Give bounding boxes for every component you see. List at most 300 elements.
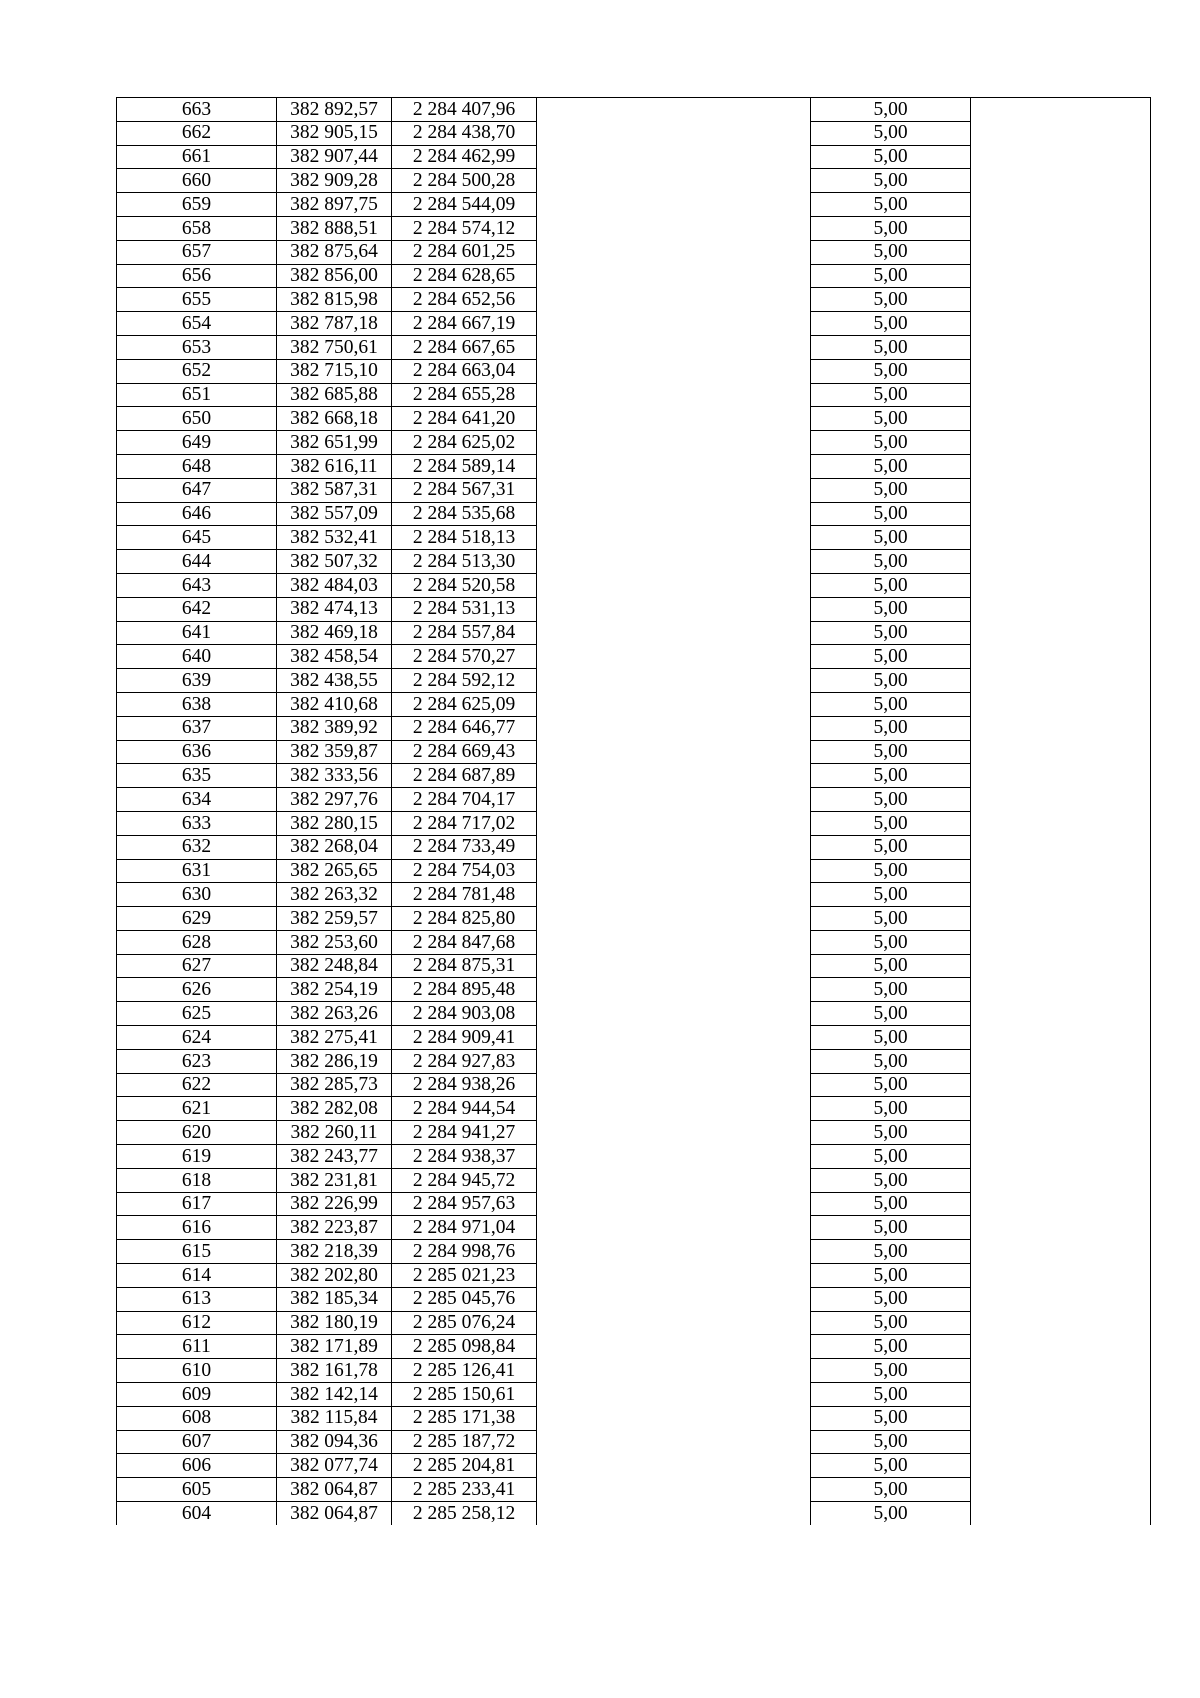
point-number-cell: 614 [117, 1264, 277, 1288]
blank-column-cell [537, 692, 811, 716]
value-cell: 5,00 [811, 193, 971, 217]
value-cell: 5,00 [811, 121, 971, 145]
blank-end-cell [971, 573, 1151, 597]
blank-column-cell [537, 1430, 811, 1454]
table-row [117, 645, 1151, 669]
blank-column-cell [537, 264, 811, 288]
blank-end-cell [971, 1406, 1151, 1430]
y-coordinate-cell: 2 284 438,70 [392, 121, 537, 145]
point-number-cell: 642 [117, 597, 277, 621]
blank-end-cell [971, 454, 1151, 478]
point-number-cell: 639 [117, 669, 277, 693]
value-cell: 5,00 [811, 1240, 971, 1264]
point-number-cell: 613 [117, 1287, 277, 1311]
point-number-cell: 663 [117, 98, 277, 122]
x-coordinate-cell: 382 171,89 [277, 1335, 392, 1359]
table-row [117, 169, 1151, 193]
y-coordinate-cell: 2 285 045,76 [392, 1287, 537, 1311]
y-coordinate-cell: 2 285 171,38 [392, 1406, 537, 1430]
table-row [117, 526, 1151, 550]
blank-column-cell [537, 1168, 811, 1192]
y-coordinate-cell: 2 284 938,37 [392, 1145, 537, 1169]
x-coordinate-cell: 382 484,03 [277, 573, 392, 597]
value-cell: 5,00 [811, 692, 971, 716]
blank-column-cell [537, 835, 811, 859]
point-number-cell: 612 [117, 1311, 277, 1335]
blank-end-cell [971, 1073, 1151, 1097]
blank-column-cell [537, 1049, 811, 1073]
value-cell: 5,00 [811, 145, 971, 169]
blank-column-cell [537, 1311, 811, 1335]
point-number-cell: 658 [117, 216, 277, 240]
table-row [117, 264, 1151, 288]
table-row [117, 597, 1151, 621]
blank-column-cell [537, 407, 811, 431]
value-cell: 5,00 [811, 764, 971, 788]
blank-column-cell [537, 98, 811, 122]
x-coordinate-cell: 382 438,55 [277, 669, 392, 693]
value-cell: 5,00 [811, 98, 971, 122]
value-cell: 5,00 [811, 740, 971, 764]
point-number-cell: 640 [117, 645, 277, 669]
table-row [117, 1311, 1151, 1335]
table-row [117, 764, 1151, 788]
table-row [117, 1026, 1151, 1050]
point-number-cell: 643 [117, 573, 277, 597]
point-number-cell: 660 [117, 169, 277, 193]
y-coordinate-cell: 2 285 021,23 [392, 1264, 537, 1288]
y-coordinate-cell: 2 284 669,43 [392, 740, 537, 764]
blank-end-cell [971, 1240, 1151, 1264]
table-row [117, 1097, 1151, 1121]
table-row [117, 859, 1151, 883]
table-row [117, 431, 1151, 455]
x-coordinate-cell: 382 161,78 [277, 1359, 392, 1383]
blank-end-cell [971, 383, 1151, 407]
blank-end-cell [971, 359, 1151, 383]
x-coordinate-cell: 382 787,18 [277, 312, 392, 336]
y-coordinate-cell: 2 285 126,41 [392, 1359, 537, 1383]
value-cell: 5,00 [811, 1430, 971, 1454]
y-coordinate-cell: 2 284 531,13 [392, 597, 537, 621]
y-coordinate-cell: 2 284 825,80 [392, 907, 537, 931]
x-coordinate-cell: 382 259,57 [277, 907, 392, 931]
blank-column-cell [537, 1502, 811, 1526]
blank-column-cell [537, 1454, 811, 1478]
blank-column-cell [537, 312, 811, 336]
value-cell: 5,00 [811, 1216, 971, 1240]
blank-column-cell [537, 1287, 811, 1311]
blank-column-cell [537, 240, 811, 264]
x-coordinate-cell: 382 226,99 [277, 1192, 392, 1216]
blank-end-cell [971, 811, 1151, 835]
blank-column-cell [537, 954, 811, 978]
table-row [117, 550, 1151, 574]
x-coordinate-cell: 382 587,31 [277, 478, 392, 502]
blank-column-cell [537, 978, 811, 1002]
blank-column-cell [537, 740, 811, 764]
x-coordinate-cell: 382 243,77 [277, 1145, 392, 1169]
blank-column-cell [537, 1002, 811, 1026]
x-coordinate-cell: 382 897,75 [277, 193, 392, 217]
table-row [117, 383, 1151, 407]
value-cell: 5,00 [811, 811, 971, 835]
value-cell: 5,00 [811, 930, 971, 954]
value-cell: 5,00 [811, 1287, 971, 1311]
blank-end-cell [971, 669, 1151, 693]
value-cell: 5,00 [811, 859, 971, 883]
x-coordinate-cell: 382 474,13 [277, 597, 392, 621]
x-coordinate-cell: 382 875,64 [277, 240, 392, 264]
point-number-cell: 610 [117, 1359, 277, 1383]
value-cell: 5,00 [811, 978, 971, 1002]
y-coordinate-cell: 2 284 663,04 [392, 359, 537, 383]
value-cell: 5,00 [811, 835, 971, 859]
point-number-cell: 629 [117, 907, 277, 931]
point-number-cell: 630 [117, 883, 277, 907]
table-row [117, 1192, 1151, 1216]
value-cell: 5,00 [811, 240, 971, 264]
blank-column-cell [537, 788, 811, 812]
value-cell: 5,00 [811, 573, 971, 597]
blank-end-cell [971, 1026, 1151, 1050]
x-coordinate-cell: 382 282,08 [277, 1097, 392, 1121]
blank-column-cell [537, 1097, 811, 1121]
x-coordinate-cell: 382 856,00 [277, 264, 392, 288]
table-row [117, 335, 1151, 359]
x-coordinate-cell: 382 218,39 [277, 1240, 392, 1264]
value-cell: 5,00 [811, 1073, 971, 1097]
blank-column-cell [537, 1145, 811, 1169]
value-cell: 5,00 [811, 1311, 971, 1335]
y-coordinate-cell: 2 284 518,13 [392, 526, 537, 550]
value-cell: 5,00 [811, 907, 971, 931]
value-cell: 5,00 [811, 407, 971, 431]
y-coordinate-cell: 2 284 927,83 [392, 1049, 537, 1073]
value-cell: 5,00 [811, 788, 971, 812]
y-coordinate-cell: 2 284 652,56 [392, 288, 537, 312]
coordinates-table-body [117, 98, 1151, 1526]
x-coordinate-cell: 382 685,88 [277, 383, 392, 407]
x-coordinate-cell: 382 260,11 [277, 1121, 392, 1145]
value-cell: 5,00 [811, 478, 971, 502]
value-cell: 5,00 [811, 1121, 971, 1145]
point-number-cell: 647 [117, 478, 277, 502]
blank-end-cell [971, 550, 1151, 574]
x-coordinate-cell: 382 909,28 [277, 169, 392, 193]
y-coordinate-cell: 2 284 733,49 [392, 835, 537, 859]
value-cell: 5,00 [811, 288, 971, 312]
blank-end-cell [971, 645, 1151, 669]
x-coordinate-cell: 382 094,36 [277, 1430, 392, 1454]
x-coordinate-cell: 382 263,32 [277, 883, 392, 907]
blank-column-cell [537, 764, 811, 788]
table-row [117, 98, 1151, 122]
blank-column-cell [537, 383, 811, 407]
blank-column-cell [537, 526, 811, 550]
value-cell: 5,00 [811, 431, 971, 455]
y-coordinate-cell: 2 284 945,72 [392, 1168, 537, 1192]
y-coordinate-cell: 2 284 875,31 [392, 954, 537, 978]
table-row [117, 1121, 1151, 1145]
blank-end-cell [971, 764, 1151, 788]
blank-end-cell [971, 526, 1151, 550]
table-row [117, 407, 1151, 431]
x-coordinate-cell: 382 359,87 [277, 740, 392, 764]
y-coordinate-cell: 2 284 655,28 [392, 383, 537, 407]
table-row [117, 312, 1151, 336]
table-row [117, 1002, 1151, 1026]
blank-column-cell [537, 1383, 811, 1407]
point-number-cell: 644 [117, 550, 277, 574]
blank-end-cell [971, 1335, 1151, 1359]
blank-column-cell [537, 811, 811, 835]
y-coordinate-cell: 2 285 233,41 [392, 1478, 537, 1502]
x-coordinate-cell: 382 265,65 [277, 859, 392, 883]
blank-end-cell [971, 859, 1151, 883]
blank-column-cell [537, 1192, 811, 1216]
blank-column-cell [537, 859, 811, 883]
y-coordinate-cell: 2 284 944,54 [392, 1097, 537, 1121]
point-number-cell: 634 [117, 788, 277, 812]
x-coordinate-cell: 382 651,99 [277, 431, 392, 455]
x-coordinate-cell: 382 907,44 [277, 145, 392, 169]
blank-end-cell [971, 1502, 1151, 1526]
point-number-cell: 608 [117, 1406, 277, 1430]
blank-column-cell [537, 645, 811, 669]
point-number-cell: 652 [117, 359, 277, 383]
blank-end-cell [971, 335, 1151, 359]
point-number-cell: 628 [117, 930, 277, 954]
y-coordinate-cell: 2 285 076,24 [392, 1311, 537, 1335]
point-number-cell: 621 [117, 1097, 277, 1121]
blank-end-cell [971, 930, 1151, 954]
blank-end-cell [971, 264, 1151, 288]
blank-end-cell [971, 716, 1151, 740]
table-row [117, 573, 1151, 597]
point-number-cell: 645 [117, 526, 277, 550]
y-coordinate-cell: 2 284 941,27 [392, 1121, 537, 1145]
point-number-cell: 625 [117, 1002, 277, 1026]
blank-end-cell [971, 169, 1151, 193]
value-cell: 5,00 [811, 383, 971, 407]
value-cell: 5,00 [811, 1002, 971, 1026]
point-number-cell: 611 [117, 1335, 277, 1359]
blank-end-cell [971, 1359, 1151, 1383]
point-number-cell: 656 [117, 264, 277, 288]
x-coordinate-cell: 382 333,56 [277, 764, 392, 788]
blank-end-cell [971, 883, 1151, 907]
x-coordinate-cell: 382 248,84 [277, 954, 392, 978]
blank-column-cell [537, 1359, 811, 1383]
blank-end-cell [971, 478, 1151, 502]
point-number-cell: 622 [117, 1073, 277, 1097]
table-row [117, 716, 1151, 740]
table-row [117, 288, 1151, 312]
point-number-cell: 637 [117, 716, 277, 740]
blank-end-cell [971, 1311, 1151, 1335]
blank-end-cell [971, 216, 1151, 240]
value-cell: 5,00 [811, 1192, 971, 1216]
y-coordinate-cell: 2 284 687,89 [392, 764, 537, 788]
y-coordinate-cell: 2 284 592,12 [392, 669, 537, 693]
y-coordinate-cell: 2 284 903,08 [392, 1002, 537, 1026]
point-number-cell: 655 [117, 288, 277, 312]
blank-end-cell [971, 1216, 1151, 1240]
table-row [117, 193, 1151, 217]
y-coordinate-cell: 2 284 407,96 [392, 98, 537, 122]
x-coordinate-cell: 382 616,11 [277, 454, 392, 478]
table-row [117, 1383, 1151, 1407]
value-cell: 5,00 [811, 216, 971, 240]
blank-column-cell [537, 121, 811, 145]
blank-end-cell [971, 98, 1151, 122]
point-number-cell: 646 [117, 502, 277, 526]
value-cell: 5,00 [811, 335, 971, 359]
point-number-cell: 623 [117, 1049, 277, 1073]
y-coordinate-cell: 2 284 895,48 [392, 978, 537, 1002]
blank-column-cell [537, 550, 811, 574]
blank-column-cell [537, 454, 811, 478]
y-coordinate-cell: 2 285 150,61 [392, 1383, 537, 1407]
value-cell: 5,00 [811, 359, 971, 383]
y-coordinate-cell: 2 284 535,68 [392, 502, 537, 526]
y-coordinate-cell: 2 284 704,17 [392, 788, 537, 812]
point-number-cell: 638 [117, 692, 277, 716]
table-row [117, 1073, 1151, 1097]
point-number-cell: 651 [117, 383, 277, 407]
y-coordinate-cell: 2 284 520,58 [392, 573, 537, 597]
x-coordinate-cell: 382 285,73 [277, 1073, 392, 1097]
blank-end-cell [971, 597, 1151, 621]
value-cell: 5,00 [811, 1097, 971, 1121]
value-cell: 5,00 [811, 1145, 971, 1169]
point-number-cell: 632 [117, 835, 277, 859]
y-coordinate-cell: 2 284 513,30 [392, 550, 537, 574]
blank-column-cell [537, 216, 811, 240]
value-cell: 5,00 [811, 1049, 971, 1073]
blank-column-cell [537, 169, 811, 193]
point-number-cell: 662 [117, 121, 277, 145]
value-cell: 5,00 [811, 1454, 971, 1478]
point-number-cell: 641 [117, 621, 277, 645]
x-coordinate-cell: 382 750,61 [277, 335, 392, 359]
table-row [117, 145, 1151, 169]
blank-column-cell [537, 193, 811, 217]
table-row [117, 1502, 1151, 1526]
table-row [117, 930, 1151, 954]
coordinates-table [116, 97, 1151, 1525]
x-coordinate-cell: 382 286,19 [277, 1049, 392, 1073]
blank-column-cell [537, 930, 811, 954]
x-coordinate-cell: 382 253,60 [277, 930, 392, 954]
y-coordinate-cell: 2 284 589,14 [392, 454, 537, 478]
point-number-cell: 617 [117, 1192, 277, 1216]
blank-end-cell [971, 1192, 1151, 1216]
table-row [117, 1168, 1151, 1192]
value-cell: 5,00 [811, 1026, 971, 1050]
table-row [117, 835, 1151, 859]
blank-column-cell [537, 669, 811, 693]
y-coordinate-cell: 2 284 938,26 [392, 1073, 537, 1097]
table-row [117, 1287, 1151, 1311]
table-row [117, 883, 1151, 907]
table-row [117, 1406, 1151, 1430]
y-coordinate-cell: 2 284 717,02 [392, 811, 537, 835]
table-row [117, 740, 1151, 764]
point-number-cell: 659 [117, 193, 277, 217]
blank-end-cell [971, 121, 1151, 145]
blank-end-cell [971, 1287, 1151, 1311]
point-number-cell: 636 [117, 740, 277, 764]
table-row [117, 121, 1151, 145]
table-row [117, 978, 1151, 1002]
y-coordinate-cell: 2 284 781,48 [392, 883, 537, 907]
x-coordinate-cell: 382 458,54 [277, 645, 392, 669]
x-coordinate-cell: 382 223,87 [277, 1216, 392, 1240]
blank-column-cell [537, 335, 811, 359]
blank-column-cell [537, 883, 811, 907]
x-coordinate-cell: 382 668,18 [277, 407, 392, 431]
x-coordinate-cell: 382 469,18 [277, 621, 392, 645]
x-coordinate-cell: 382 142,14 [277, 1383, 392, 1407]
value-cell: 5,00 [811, 621, 971, 645]
blank-end-cell [971, 1478, 1151, 1502]
value-cell: 5,00 [811, 169, 971, 193]
y-coordinate-cell: 2 284 646,77 [392, 716, 537, 740]
table-row [117, 1478, 1151, 1502]
blank-end-cell [971, 907, 1151, 931]
blank-end-cell [971, 240, 1151, 264]
value-cell: 5,00 [811, 1359, 971, 1383]
y-coordinate-cell: 2 285 258,12 [392, 1502, 537, 1526]
x-coordinate-cell: 382 231,81 [277, 1168, 392, 1192]
value-cell: 5,00 [811, 264, 971, 288]
table-row [117, 1335, 1151, 1359]
value-cell: 5,00 [811, 1478, 971, 1502]
x-coordinate-cell: 382 280,15 [277, 811, 392, 835]
value-cell: 5,00 [811, 1168, 971, 1192]
table-row [117, 621, 1151, 645]
point-number-cell: 657 [117, 240, 277, 264]
point-number-cell: 631 [117, 859, 277, 883]
y-coordinate-cell: 2 285 187,72 [392, 1430, 537, 1454]
y-coordinate-cell: 2 284 998,76 [392, 1240, 537, 1264]
x-coordinate-cell: 382 268,04 [277, 835, 392, 859]
y-coordinate-cell: 2 284 601,25 [392, 240, 537, 264]
point-number-cell: 604 [117, 1502, 277, 1526]
x-coordinate-cell: 382 064,87 [277, 1502, 392, 1526]
x-coordinate-cell: 382 263,26 [277, 1002, 392, 1026]
blank-end-cell [971, 1383, 1151, 1407]
x-coordinate-cell: 382 202,80 [277, 1264, 392, 1288]
blank-column-cell [537, 1406, 811, 1430]
value-cell: 5,00 [811, 454, 971, 478]
y-coordinate-cell: 2 284 957,63 [392, 1192, 537, 1216]
table-row [117, 907, 1151, 931]
y-coordinate-cell: 2 284 462,99 [392, 145, 537, 169]
table-row [117, 478, 1151, 502]
y-coordinate-cell: 2 284 567,31 [392, 478, 537, 502]
value-cell: 5,00 [811, 312, 971, 336]
point-number-cell: 650 [117, 407, 277, 431]
blank-end-cell [971, 621, 1151, 645]
point-number-cell: 618 [117, 1168, 277, 1192]
blank-end-cell [971, 1430, 1151, 1454]
value-cell: 5,00 [811, 1264, 971, 1288]
y-coordinate-cell: 2 284 667,19 [392, 312, 537, 336]
blank-column-cell [537, 1478, 811, 1502]
